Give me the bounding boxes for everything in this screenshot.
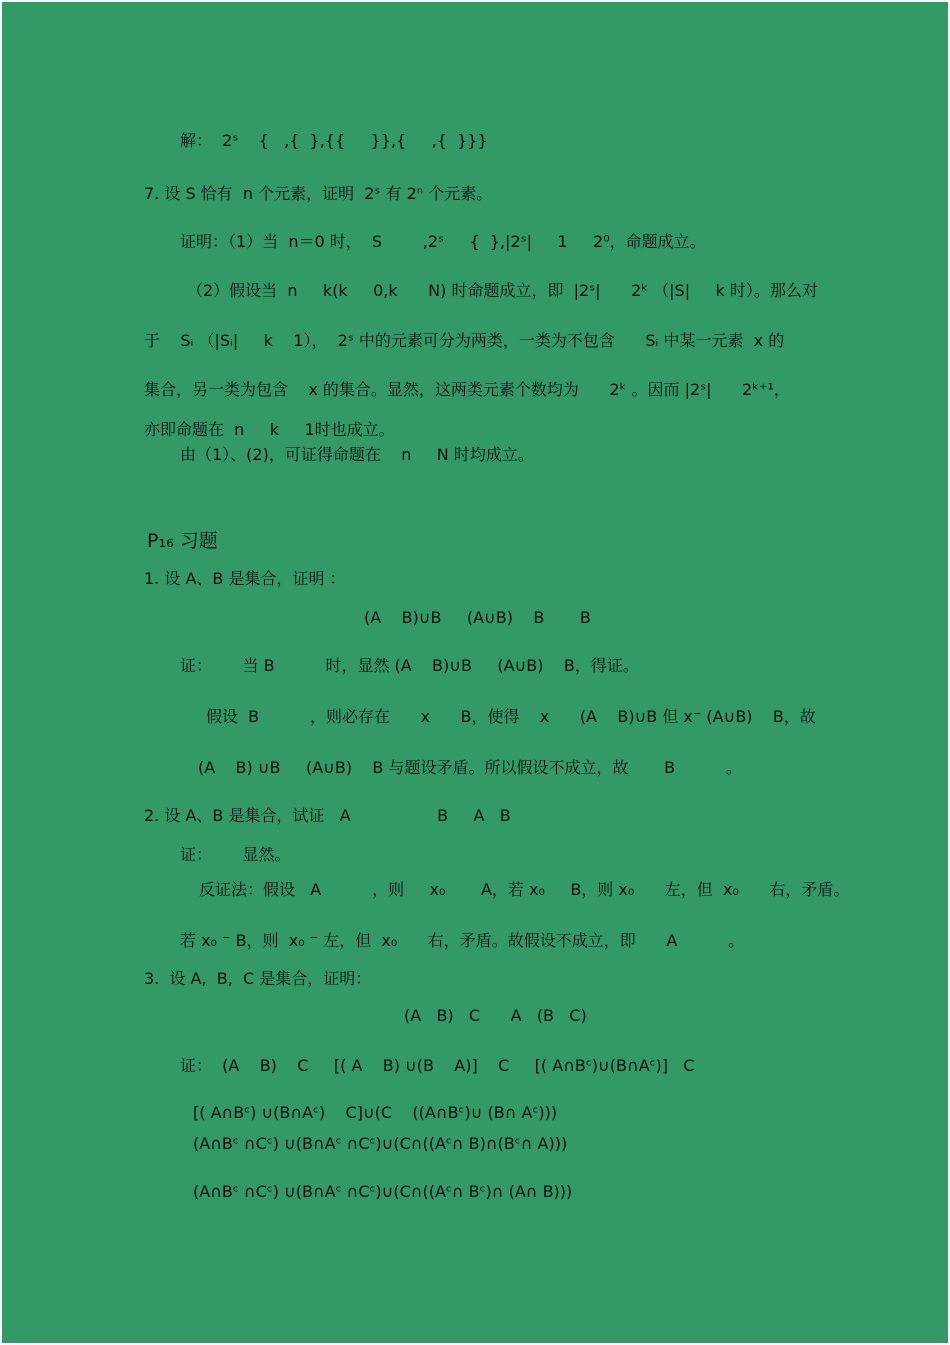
exercise-1-proof-cont2: (A B) ∪B (A∪B) B 与题设矛盾。所以假设不成立，故 B 。 xyxy=(198,758,742,777)
exercise-3: 3. 设 A, B, C 是集合，证明： xyxy=(144,969,372,988)
proof-step-2: （2）假设当 n k(k 0,k N) 时命题成立，即 |2ˢ| 2ᵏ （|S| k 时）。那么对 xyxy=(187,281,818,300)
exercise-3-proof-cont2: (A∩Bᶜ ∩Cᶜ) ∪(B∩Aᶜ ∩Cᶜ)∪(C∩((Aᶜ∩ B)∩(Bᶜ∩ A))) xyxy=(193,1134,568,1153)
exercise-1-formula: (A B)∪B (A∪B) B B xyxy=(364,608,591,627)
exercise-2-contradiction-cont: 若 x₀ ⁻ B，则 x₀ ⁻ 左，但 x₀ 右，矛盾。故假设不成立，即 A 。 xyxy=(180,931,745,950)
exercise-1-proof: 证： 当 B 时，显然 (A B)∪B (A∪B) B，得证。 xyxy=(180,656,639,675)
document-page xyxy=(2,2,948,1343)
exercise-1-proof-cont: 假设 B ，则必存在 x B，使得 x (A B)∪B 但 x⁻ (A∪B) B，故 xyxy=(206,707,816,726)
section-heading: P₁₆ 习题 xyxy=(147,530,218,552)
exercise-3-proof-cont3: (A∩Bᶜ ∩Cᶜ) ∪(B∩Aᶜ ∩Cᶜ)∪(C∩((Aᶜ∩ Bᶜ)∩ (A∩ B))) xyxy=(193,1182,573,1201)
proof-conclusion: 由（1）、(2)，可证得命题在 n N 时均成立。 xyxy=(180,445,534,464)
proof-step-2-cont: 于 Sᵢ （|Sᵢ| k 1）， 2ˢ 中的元素可分为两类，一类为不包含 Sᵢ 中某一元素 x 的 xyxy=(144,331,785,350)
exercise-2-proof: 证： 显然。 xyxy=(180,845,291,864)
exercise-1: 1. 设 A、B 是集合，证明 ： xyxy=(144,569,346,588)
proof-step-2-cont2: 集合，另一类为包含 x 的集合。显然，这两类元素个数均为 2ᵏ 。因而 |2ˢ| 2ᵏ⁺¹， xyxy=(144,380,790,399)
problem-7: 7. 设 S 恰有 n 个元素，证明 2ˢ 有 2ⁿ 个元素。 xyxy=(144,184,493,203)
exercise-3-proof-cont: [( A∩Bᶜ) ∪(B∩Aᶜ) C]∪(C ((A∩Bᶜ)∪ (B∩ Aᶜ))) xyxy=(193,1103,558,1122)
proof-step-1: 证明：（1）当 n＝0 时， S ,2ˢ { },|2ˢ| 1 2⁰，命题成立。 xyxy=(180,232,706,251)
proof-step-2-cont3: 亦即命题在 n k 1时也成立。 xyxy=(144,420,395,439)
solution-line: 解： 2ˢ { ,{ },{{ }},{ ,{ }}} xyxy=(180,131,488,150)
exercise-2-contradiction: 反证法：假设 A ，则 x₀ A，若 x₀ B，则 x₀ 左，但 x₀ 右，矛盾。 xyxy=(199,880,850,899)
exercise-3-proof: 证： (A B) C [( A B) ∪(B A)] C [( A∩Bᶜ)∪(B∩Aᶜ)] C xyxy=(180,1056,695,1075)
exercise-3-formula: (A B) C A (B C) xyxy=(404,1006,587,1025)
exercise-2: 2. 设 A、B 是集合，试证 A B A B xyxy=(144,806,511,825)
